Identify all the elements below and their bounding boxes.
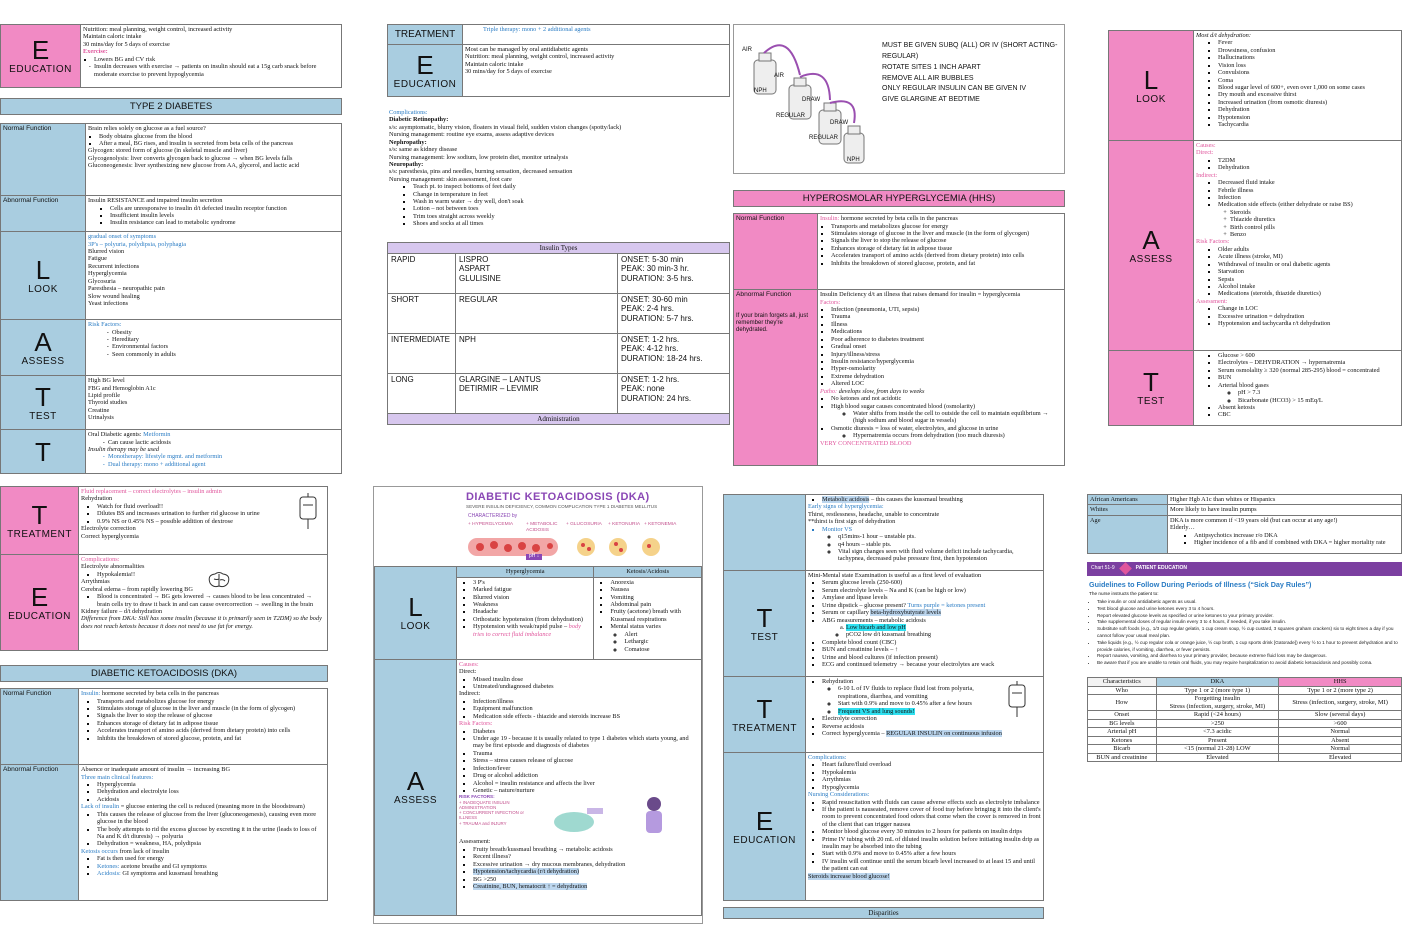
assess-label: A ASSESS bbox=[375, 659, 457, 915]
diagram-label: REGULAR bbox=[776, 113, 806, 119]
diagram-label: AIR bbox=[774, 73, 785, 79]
education-label: E EDUCATION bbox=[1, 555, 79, 651]
table-row: Whites More likely to have insulin pumps bbox=[1088, 505, 1402, 515]
table-row: Ketones Present Absent bbox=[1088, 736, 1402, 745]
education-label: E EDUCATION bbox=[724, 753, 806, 901]
treatment-label: T TREATMENT bbox=[724, 677, 806, 753]
diagram-label: NPH bbox=[847, 157, 860, 163]
test-label: T TEST bbox=[1109, 351, 1194, 426]
table-row: African Americans Higher Hgb A1c than whites or Hispanics bbox=[1088, 495, 1402, 505]
ph-badge: pH ↓ bbox=[526, 554, 542, 560]
table-row: Who Type 1 or 2 (more type 1) Type 1 or 2 (more type 2) bbox=[1088, 686, 1402, 695]
look-label: L LOOK bbox=[1, 232, 86, 320]
dka-hhs-comparison-table: Characteristics DKA HHS Who Type 1 or 2 (more type 1) Type 1 or 2 (more type 2) How Forgetting insulin Stress (infection, surgery, stroke, MI) Stress (infection, surgery, stroke, MI) Onset Rapid (<24 hours) Slow (several days) BG levels >250 >600 Arterial pH <7.3 acidic Normal Ketones Present Absent Bicarb <15 (normal 21-28) LOW Normal BUN and creatinine Elevated Elevated bbox=[1087, 677, 1402, 762]
test-label: T TEST bbox=[1, 376, 86, 430]
diagram-label: DRAW bbox=[802, 97, 821, 103]
table-row: How Forgetting insulin Stress (infection, surgery, stroke, MI) Stress (infection, surgery, stroke, MI) bbox=[1088, 695, 1402, 711]
diagram-label: AIR bbox=[742, 47, 753, 53]
brain-icon bbox=[207, 571, 231, 589]
treatment-label: T TREATMENT bbox=[1, 487, 79, 555]
section-title: TYPE 2 DIABETES bbox=[0, 98, 342, 115]
education-badge-icon bbox=[1119, 562, 1132, 575]
table-row: Bicarb <15 (normal 21-28) LOW Normal bbox=[1088, 745, 1402, 754]
complications-block: Complications: Diabetic Retinopathy: s/s: asymptomatic, blurry vision, floaters in visual field, sudden vision changes (spotty/lack) Nursing management: routine eye exams, assess adaptive devices Nephropathy: s/s: same as kidney disease Nursing management: low sodium, low protein diet, monitor urinalysis Neuropathy: s/s: paresthesia, pins and needles, burning sensation, decreased sensation Nursing management: skin assessment, foot care ▪ Teach pt. to inspect bottoms of feet daily ▪ Change in temperature in feet ▪ Wash in warm water → dry well, don't soak ▪ Lotion – not between toes ▪ Trim toes straight across weekly ▪ Shoes and socks at all times bbox=[387, 109, 730, 228]
panel-disparities-sick-day: African Americans Higher Hgb A1c than whites or Hispanics Whites More likely to have insulin pumps Age DKA is more common if <19 years old (but can occur at any age!) Elderly… ▪ Antipsychotics increase r/o DKA ▪ Higher incidence of a fib and if combined with DKA = higher mortality rate Chart 51-9 PATIENT EDUCATION Guidelines to Follow During Periods of Illness (“Sick Day Rules”) The nurse instructs the patient to: • Take insulin or oral antidiabetic agents as usual. • Test blood glucose and urine ketones every 3 to 4 hours. • Report elevated glucose levels as specified or urine ketones to your primary provider. • Take supplemental doses of regular insulin every 3 to 4 hours, if needed, if you take insulin. • Substitute soft foods (e.g., 1/3 cup regular gelatin, 1 cup cream soup, ½ cup custard, 3 squares graham crackers) six to eight times a day if you cannot follow your usual meal plan. • Take liquids (e.g., ½ cup regular cola or orange juice, ½ cup broth, 1 cup sports drink [Gatorade]) every ½ to 1 hour to prevent dehydration and to provide calories, if vomiting, diarrhea, or fever persists. • Report nausea, vomiting, and diarrhea to your primary provider, because extreme fluid loss may be dangerous. • Be aware that if you are unable to retain oral fluids, you may require hospitalization to avoid diabetic ketoacidosis and possibly coma. Characteristics DKA HHS Who Type 1 or 2 (more type 1) Type 1 or 2 (more type 2) How Forgetting insulin Stress (infection, surgery, stroke, MI) Stress (infection, surgery, stroke, MI) Onset Rapid (<24 hours) Slow (several days) BG levels >250 >600 Arterial pH <7.3 acidic Normal Ketones Present Absent Bicarb <15 (normal 21-28) LOW Normal BUN and creatinine Elevated Elevated bbox=[1087, 494, 1402, 814]
memory-note: If your brain forgets all, just remember they're dehydrated. bbox=[736, 312, 809, 334]
t2dm-table: Normal Function Brain relies solely on glucose as a fuel source? ▪ Body obtains glucose from the blood ▪ After a meal, BG rises, and insulin is secreted from beta cells of the pancreas Glycogen: stored form of glucose (in skeletal muscle and liver) Glycogenolysis: liver converts glycogen back to glucose → when BG levels falls Gluconeogenesis: liver synthesizing new glucose from AA, glycerol, and lactic acid Abnormal Function Insulin RESISTANCE and impaired insulin secretion ▪ Cells are unresponsive to insulin d/t defected insulin receptor function ▪ Insufficient insulin levels ▪ Insulin resistance can lead to metabolic syndrome L LOOK gradual onset of symptoms 3P's – polyuria, polydipsia, polyphagia Blurred vision Fatigue Recurrent infections Hyperglycemia Glycosuria Paresthesia – neuropathic pain Slow wound healing Yeast infections A ASSESS Risk Factors: - Obesity - Hereditary - Environmental factors - Seen commonly in adults T TEST High BG level FBG and Hemoglobin A1c Lipid profile Thyroid studies Creatine Urinalysis T Oral Diabetic agents: Metformin - Can cause lactic acidosis Insulin therapy may be used - Monotherapy: lifestyle mgmt. and metformin - Dual therapy: mono + additional agent bbox=[0, 123, 342, 474]
panel-type2-diabetes bbox=[0, 24, 342, 476]
dka-header: DIABETIC KETOACIDOSIS (DKA) SEVERE INSULIN DEFICIENCY, COMMON COMPLICATION TYPE 1 DIABETES MELLITUS CHARACTERIZED by + HYPERGLYCEMIA + METABOLIC ACIDOSIS + GLUCOSURIA + KETONURIA + KETONEMIA pH ↓ bbox=[466, 487, 702, 562]
panel-dka-look-assess: DIABETIC KETOACIDOSIS (DKA) SEVERE INSULIN DEFICIENCY, COMMON COMPLICATION TYPE 1 DIABETES MELLITUS CHARACTERIZED by + HYPERGLYCEMIA + METABOLIC ACIDOSIS + GLUCOSURIA + KETONURIA + KETONEMIA pH ↓ L LOOK Hyperglycemia Ketosis/Acidosis ▪ 3 P's ▪ Marked fatigue ▪ Blurred vision ▪ Weakness ▪ Headache ▪ Orthostatic hypotension (from dehydration) ▪ Hypotension with weak/rapid pulse – body tries to correct fluid imbalance ▪ Anorexia ▪ Nausea ▪ Vomiting ▪ Abdominal pain ▪ Fruity (acetone) breath with Kussmaul respirations ▪ Mental status varies ◦ Alert ◦ Lethargic ◦ Comatose A ASSESS Causes: Direct: ▪ Missed insulin dose ▪ Untreated/undiagnosed diabetes Indirect: ▪ Infection/illness ▪ Equipment malfunction ▪ Medication side effects - thiazide and steroids increase BS Risk Factors: ▪ Diabetes ▪ Under age 19 - because it is usually related to type 1 diabetes which starts young, and may be first episode and diagnosis of diabetes ▪ Trauma ▪ Stress – stress causes release of glucose ▪ Infection/fever ▪ Drug or alcohol addiction ▪ Alcohol = insulin resistance and affects the liver ▪ Genetic – nature/nurture RISK FACTORS: + INADEQUATE INSULIN ADMINISTRATION + CONCURRENT INFECTION or ILLNESS + TRAUMA and INJURY Assessment: ▪ Fruity breath/kussmaul breathing → metabolic acidosis ▪ Recent illness? ▪ Excessive urination → dry mucous membranes, dehydration ▪ Hypotension/tachycardia (r/t dehydration) ▪ BG >250 ▪ Creatinine, BUN, hematocrit ↑ = dehydration bbox=[373, 486, 703, 924]
table-row: Onset Rapid (<24 hours) Slow (several days) bbox=[1088, 711, 1402, 720]
section-title: DIABETIC KETOACIDOSIS (DKA) bbox=[0, 665, 328, 682]
treatment-label: T bbox=[1, 430, 86, 474]
look-label: L LOOK bbox=[1109, 31, 1194, 141]
iv-bag-icon bbox=[1006, 681, 1028, 717]
administration-rules: MUST BE GIVEN SUBQ (ALL) OR IV (SHORT ACTING-REGULAR) ROTATE SITES 1 INCH APART REMOVE ALL AIR BUBBLES ONLY REGULAR INSULIN CAN BE GIVEN IV GIVE GLARGINE AT BEDTIME bbox=[882, 42, 1058, 104]
panel-hhs-treatment-dka: T TREATMENT Fluid replacement – correct electrolytes – insulin admin Rehydration ▪ Watch for fluid overload!! ▪ Dilutes BS and increases urination to further rid glucose in urine ▪ 0.9% NS or 0.45% NS – possible addition of dextrose Electrolyte correction Correct hyperglycemia E EDUCATION Complications: Electrolyte abnormalities ▪ Hypokalemia!! Arrythmias Cerebral edema – from rapidly lowering BG ▪ Blood is concentrated → BG gets lowered → causes blood to be less concentrated → brain cells try to draw it back in and can cause overcorrection → swelling in the brain Kidney failure – d/t dehydration Difference from DKA: Still has some insulin (because it is primarily seen in T2DM) so the body does not reach ketosis because it does not need to use fat for energy. DIABETIC KETOACIDOSIS (DKA) Normal Function Insulin: hormone secreted by beta cells in the pancreas ▪ Transports and metabolizes glucose for energy ▪ Stimulates storage of glucose in the liver and muscle (in the form of glycogen) ▪ Signals the liver to stop the release of glucose ▪ Enhances storage of dietary fat in adipose tissue ▪ Accelerates transport of amino acids (derived from dietary protein) into cells ▪ Inhibits the breakdown of stored glucose, protein, and fat Abnormal Function Absence or inadequate amount of insulin → increasing BG Three main clinical features: ▪ Hyperglycemia ▪ Dehydration and electrolyte loss ▪ Acidosis Lack of insulin = glucose entering the cell is reduced (meaning more in the bloodstream) ▪ This causes the release of glucose from the liver (gluconeogenesis), causing even more glucose in the blood ▪ The body attempts to rid the excess glucose by excreting it in the urine (leads to loss of Na and K d/t diuresis) → polyuria ▪ Dehydration = weakness, HA, polydipsia Ketosis occurs from lack of insulin ▪ Fat is then used for energy ▪ Ketones: acetone breathe and GI symptoms ▪ Acidosis: GI symptoms and kussmaul breathing bbox=[0, 486, 328, 906]
table-row: INTERMEDIATE NPH ONSET: 1-2 hrs. PEAK: 4-12 hrs. DURATION: 18-24 hrs. bbox=[388, 334, 730, 374]
panel-hhs: AIR AIR NPH DRAW REGULAR DRAW REGULAR NPH MUST BE GIVEN SUBQ (ALL) OR IV (SHORT ACTING-REGULAR) ROTATE SITES 1 INCH APART REMOVE ALL AIR BUBBLES ONLY REGULAR INSULIN CAN BE GIVEN IV GIVE GLARGINE AT BEDTIME HYPEROSMOLAR HYPERGLYCEMIA (HHS) Normal Function Insulin: hormone secreted by beta cells in the pancreas ▪ Transports and metabolizes glucose for energy ▪ Stimulates storage of glucose in the liver and muscle (in the form of glycogen) ▪ Signals the liver to stop the release of glucose ▪ Enhances storage of dietary fat in adipose tissue ▪ Accelerates transport of amino acids (derived from dietary protein) into cells ▪ Inhibits the breakdown of stored glucose, protein, and fat Abnormal Function If your brain forgets all, just remember they're dehydrated. Insulin Deficiency d/t an illness that raises demand for insulin = hyperglycemia Factors: ▪ Infection (pneumonia, UTI, sepsis) ▪ Trauma ▪ Illness ▪ Medications ▪ Poor adherence to diabetes treatment ▪ Gradual onset ▪ Injury/illness/stress ▪ Insulin resistance/hyperglycemia ▪ Hyper-osmolarity ▪ Extreme dehydration ▪ Altered LOC Patho: develops slow, from days to weeks ▪ No ketones and not acidotic ▪ High blood sugar causes concentrated blood (osmolarity) ◦ Water shifts from inside the cell to outside the cell to maintain equilibrium → (high sodium and blood sugar in vessels) ▪ Osmotic diuresis = loss of water, electrolytes, and glucose in urine ◦ Hypernatremia occurs from dehydration (too much diuresis) VERY CONCENTRATED BLOOD bbox=[733, 24, 1065, 470]
education-label: E EDUCATION bbox=[1, 25, 81, 88]
assess-label: A ASSESS bbox=[1, 320, 86, 376]
mixing-diagram bbox=[733, 24, 1065, 174]
panel-dka-test-treatment: ▪ Metabolic acidosis – this causes the kussmaul breathing Early signs of hyperglycemia: Thirst, restlessness, headache, unable to concentrate **thirst is first sign of dehydration ▪ Monitor VS ◦ q15mins-1 hour – unstable pts. ◦ q4 hours – stable pts. ◦ Vital sign changes seen with fluid volume deficit include tachycardia, tachypnea, decreased pulse pressure first, then hypotension T TEST Mini-Mental state Examination is useful as a first level of evaluation ▪ Serum glucose levels (250-600) ▪ Serum electrolyte levels – Na and K (can be high or low) ▪ Amylase and lipase levels ▪ Urine dipstick – glucose present? Turns purple = ketones present ▪ Serum or capillary beta-hydroxybutyrate levels ▪ ABG measurements – metabolic acidosis a. Low bicarb and low pH ◦ pCO2 low d/t kussmaul breathing ▪ Complete blood count (CBC) ▪ BUN and creatinine levels – ↑ ▪ Urine and blood cultures (if infection present) ▪ ECG and continued telemetry → because your electrolytes are wack T TREATMENT ▪ Rehydration ◦ 6-10 L of IV fluids to replace fluid lost from polyuria, respirations, diarrhea, and vomiting ◦ Start with 0.9% and move to 0.45% after a few hours ◦ Frequent VS and lung sounds! ▪ Electrolyte correction ▪ Reverse acidosis ▪ Correct hyperglycemia – REGULAR INSULIN on continuous infusion E EDUCATION Complications: ▪ Heart failure/fluid overload ▪ Hypokalemia ▪ Arrythmias ▪ Hypoglycemia Nursing Considerations: ▪ Rapid resuscitation with fluids can cause adverse effects such as electrolyte imbalance ▪ If the patient is nauseated, remove cover of food tray before bringing it into the client's room to prevent concentrated food odors that come when the cover is removed in front of the client that can trigger nausea ▪ Monitor blood glucose every 30 minutes to 2 hours for patients on insulin drips ▪ Prime IV tubing with 20 mL of diluted insulin solution before initiating insulin drip as insulin may be absorbed into the tubing ▪ Start with 0.9% and move to 0.45% after a few hours ▪ IV insulin will continue until the serum bicarb level increased to at least 15 and until the patient can eat Steroids increase blood glucose! Disparities bbox=[723, 494, 1044, 926]
insulin-types-table: Insulin Types RAPID LISPRO ASPART GLULISINE ONSET: 5-30 min PEAK: 30 min-3 hr. DURATION: 3-5 hrs. SHORT REGULAR ONSET: 30-60 min PEAK: 2-4 hrs. DURATION: 5-7 hrs. INTERMEDIATE NPH ONSET: 1-2 hrs. PEAK: 4-12 hrs. DURATION: 18-24 hrs. LONG GLARGINE – LANTUS DETIRMIR – LEVIMIR ONSET: 1-2 hrs. PEAK: none DURATION: 24 hrs. Administration bbox=[387, 242, 730, 426]
look-label: L LOOK bbox=[375, 567, 457, 659]
risk-factors-illustration: RISK FACTORS: + INADEQUATE INSULIN ADMINISTRATION + CONCURRENT INFECTION or ILLNESS + TRAUMA and INJURY bbox=[459, 794, 699, 838]
table-row: Age DKA is more common if <19 years old (but can occur at any age!) Elderly… ▪ Antipsychotics increase r/o DKA ▪ Higher incidence of a fib and if combined with DKA = higher mortality rate bbox=[1088, 515, 1402, 553]
disparities-table bbox=[1087, 494, 1402, 554]
patients-illustration bbox=[539, 794, 689, 838]
table-row: BG levels >250 >600 bbox=[1088, 719, 1402, 728]
blood-vessel-illustration bbox=[466, 532, 696, 562]
section-title: HYPEROSMOLAR HYPERGLYCEMIA (HHS) bbox=[733, 190, 1065, 207]
education-content: Nutrition: meal planning, weight control, increased activity Maintain caloric intake 30 mins/day for 5 days of exercise Exercise: ▪ Lowers BG and CV risk - Insulin decreases with exercise → patients on insulin should eat a 15g carb snack before moderate exercise to prevent hypoglycemia bbox=[81, 25, 342, 88]
sick-day-rules-list: • Take insulin or oral antidiabetic agents as usual. • Test blood glucose and urine ketones every 3 to 4 hours. • Report elevated glucose levels as specified or urine ketones to your primary provider. • Take supplemental doses of regular insulin every 3 to 4 hours, if needed, if you take insulin. • Substitute soft foods (e.g., 1/3 cup regular gelatin, 1 cup cream soup, ½ cup custard, 3 squares graham crackers) six to eight times a day if you cannot follow your usual meal plan. • Take liquids (e.g., ½ cup regular cola or orange juice, ½ cup broth, 1 cup sports drink [Gatorade]) every ½ to 1 hour to prevent dehydration and to provide calories, if vomiting, diarrhea, or fever persists. • Report nausea, vomiting, and diarrhea to your primary provider, because extreme fluid loss may be dangerous. • Be aware that if you are unable to retain oral fluids, you may require hospitalization to avoid diabetic ketoacidosis and possibly coma. bbox=[1087, 599, 1402, 667]
panel-hhs-assessment: L LOOK Most d/t dehydration: ▪ Fever ▪ Drowsiness, confusion ▪ Hallucinations ▪ Vision loss ▪ Convulsions ▪ Coma ▪ Blood sugar level of 600+, even over 1,000 on some cases ▪ Dry mouth and excessive thirst ▪ Increased urination (from osmotic diuresis) ▪ Dehydration ▪ Hypotension ▪ Tachycardia A ASSESS Causes: Direct: ▪ T2DM ▪ Dehydration Indirect: ▪ Decreased fluid intake ▪ Febrile illness ▪ Infection ▪ Medication side effects (either dehydrate or raise BS) + Steroids + Thiazide diuretics + Birth control pills + Benzo Risk Factors: ▪ Older adults ▪ Acute illness (stroke, MI) ▪ Withdrawal of insulin or oral diabetic agents ▪ Starvation ▪ Sepsis ▪ Alcohol intake ▪ Medications (steroids, thiazide diuretics) Assessment: ▪ Change in LOC ▪ Excessive urination = dehydration ▪ Hypotension and tachycardia r/t dehydration T TEST ▪ Glucose > 600 ▪ Electrolytes – DEHYDRATION → hypernatremia ▪ Serum osmolality ≥ 320 (normal 285-295) blood = concentrated ▪ BUN ▪ Arterial blood gases ◦ pH > 7.3 ◦ Bicarbonate (HCO3) > 15 mEq/L ▪ Absent ketosis ▪ CBC bbox=[1108, 30, 1402, 430]
assess-label: A ASSESS bbox=[1109, 141, 1194, 351]
iv-bag-icon bbox=[297, 493, 319, 529]
panel-t2dm-treatment: TREATMENT Triple therapy: mono + 2 additional agents E EDUCATION Most can be managed by oral antidiabetic agents Nutrition: meal planning, weight control, increased activity Maintain caloric intake 30 mins/day for 5 days of exercise Complications: Diabetic Retinopathy: s/s: asymptomatic, blurry vision, floaters in visual field, sudden vision changes (spotty/lack) Nursing management: routine eye exams, assess adaptive devices Nephropathy: s/s: same as kidney disease Nursing management: low sodium, low protein diet, monitor urinalysis Neuropathy: s/s: paresthesia, pins and needles, burning sensation, decreased sensation Nursing management: skin assessment, foot care ▪ Teach pt. to inspect bottoms of feet daily ▪ Change in temperature in feet ▪ Wash in warm water → dry well, don't soak ▪ Lotion – not between toes ▪ Trim toes straight across weekly ▪ Shoes and socks at all times Insulin Types RAPID LISPRO ASPART GLULISINE ONSET: 5-30 min PEAK: 30 min-3 hr. DURATION: 3-5 hrs. SHORT REGULAR ONSET: 30-60 min PEAK: 2-4 hrs. DURATION: 5-7 hrs. INTERMEDIATE NPH ONSET: 1-2 hrs. PEAK: 4-12 hrs. DURATION: 18-24 hrs. LONG GLARGINE – LANTUS DETIRMIR – LEVIMIR ONSET: 1-2 hrs. PEAK: none DURATION: 24 hrs. Administration bbox=[387, 24, 730, 454]
test-label: T TEST bbox=[724, 571, 806, 677]
table-row: Arterial pH <7.3 acidic Normal bbox=[1088, 728, 1402, 737]
table-row: RAPID LISPRO ASPART GLULISINE ONSET: 5-30 min PEAK: 30 min-3 hr. DURATION: 3-5 hrs. bbox=[388, 254, 730, 294]
table-row: SHORT REGULAR ONSET: 30-60 min PEAK: 2-4 hrs. DURATION: 5-7 hrs. bbox=[388, 294, 730, 334]
disparities-header: Disparities bbox=[723, 907, 1044, 919]
diagram-label: DRAW bbox=[830, 120, 849, 126]
table-row: BUN and creatinine Elevated Elevated bbox=[1088, 753, 1402, 762]
diagram-label: NPH bbox=[754, 88, 767, 94]
diagram-label: REGULAR bbox=[809, 135, 839, 141]
chart-header: Chart 51-9 PATIENT EDUCATION bbox=[1087, 562, 1402, 576]
education-table bbox=[0, 24, 342, 88]
table-row: LONG GLARGINE – LANTUS DETIRMIR – LEVIMIR ONSET: 1-2 hrs. PEAK: none DURATION: 24 hrs. bbox=[388, 374, 730, 414]
education-label: E EDUCATION bbox=[388, 45, 463, 97]
